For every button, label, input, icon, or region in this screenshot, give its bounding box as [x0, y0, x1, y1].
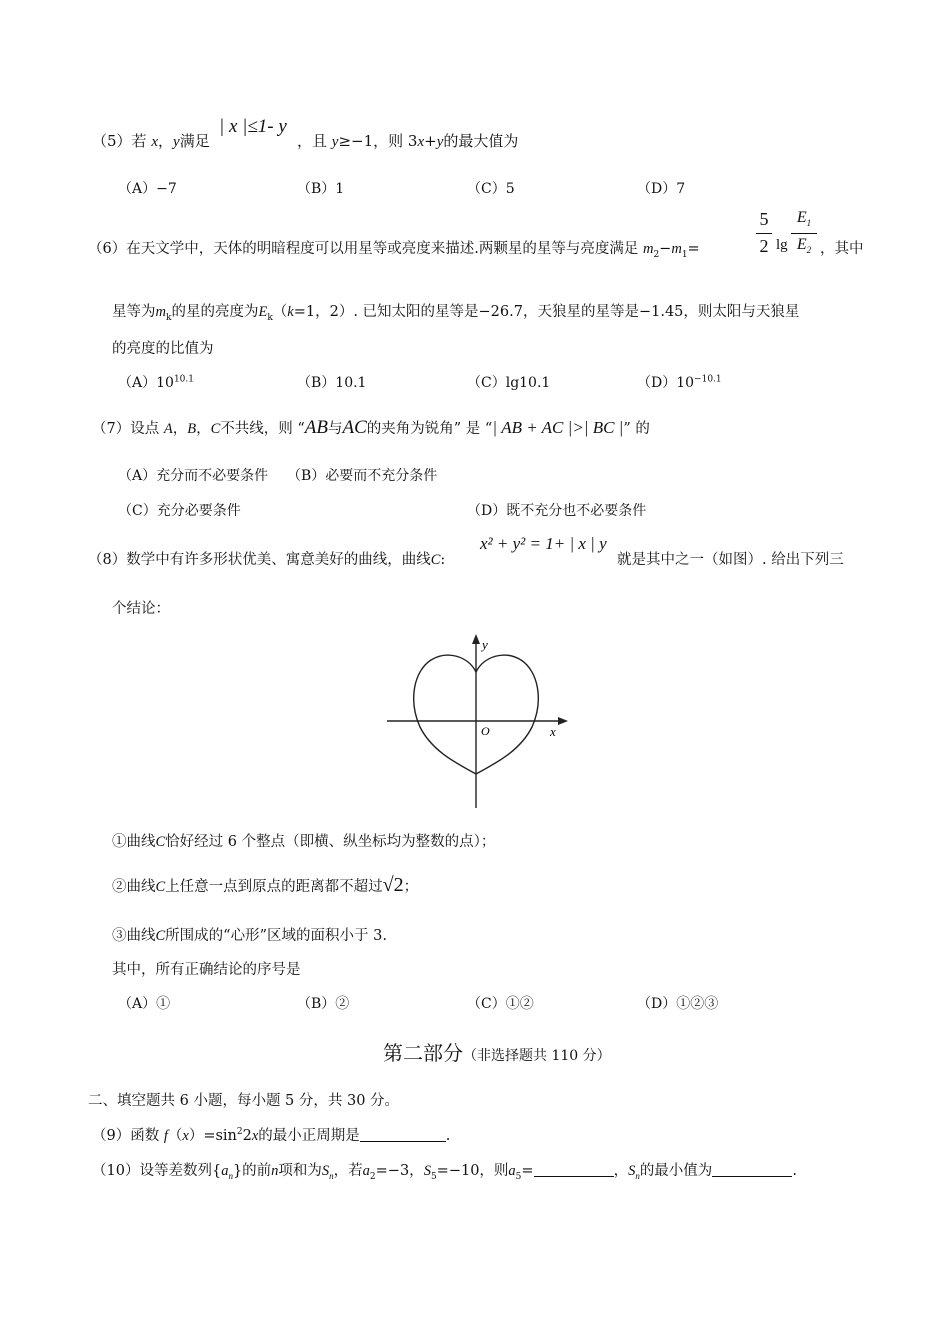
q6-option-b: （B）10.1	[297, 375, 367, 391]
q6-frac-line	[756, 233, 772, 234]
q8-conclusion-1: ①曲线C恰好经过 6 个整点（即横、纵坐标均为整数的点）；	[112, 834, 496, 850]
q6-line1: （6）在天文学中，天体的明暗程度可以用星等或亮度来描述.两颗星的星等与亮度满足 $m_2-m_1=$	[88, 241, 700, 260]
q5-option-d: （D）7	[637, 181, 686, 197]
q6-line3: 的亮度的比值为	[112, 341, 214, 357]
q7-option-a: （A）充分而不必要条件	[118, 468, 269, 484]
q6-option-c: （C）lg10.1	[467, 375, 551, 391]
x-axis-label: x	[550, 724, 556, 739]
q8-line2: 个结论：	[112, 601, 170, 617]
q7-option-d: （D）既不充分也不必要条件	[467, 503, 647, 519]
q5-option-a: （A）−7	[118, 181, 177, 197]
q6-e2: $E_2$	[796, 236, 812, 256]
q8-line1: （8）数学中有许多形状优美、寓意美好的曲线，曲线C:	[88, 552, 446, 568]
q8-option-b: （B）②	[297, 996, 350, 1012]
q6-e1: $E_1$	[796, 209, 812, 229]
heart-curve-figure	[380, 630, 580, 815]
q5-option-c: （C）5	[467, 181, 515, 197]
section2-header: 二、填空题共 6 小题，每小题 5 分，共 30 分。	[88, 1093, 400, 1109]
q5-line: （5）若 x，y满足	[92, 132, 210, 150]
q6-frac-num: 5	[759, 209, 769, 229]
q10-a5-answer-blank[interactable]	[534, 1162, 614, 1177]
q7-option-c: （C）充分必要条件	[118, 503, 241, 519]
y-axis-label: y	[482, 637, 488, 652]
x-axis-arrow	[558, 717, 568, 725]
part2-heading: 第二部分（非选择题共 110 分）	[383, 1041, 611, 1065]
q5-option-b: （B）1	[297, 181, 345, 197]
q6-e-frac-line	[791, 233, 817, 234]
q5-condition: | x |≤1- y	[219, 116, 287, 137]
q6-option-d: $(D)10^{-10.1}$	[637, 374, 722, 391]
q6-line2: 星等为$m_k$的星的亮度为$E_k(k=1$，2）. 已知太阳的星等是−26.7，天狼星的星等是−1.45，则太阳与天狼星	[112, 304, 800, 323]
y-axis-arrow	[472, 634, 480, 644]
q9-answer-blank[interactable]	[360, 1127, 446, 1142]
q8-option-d: （D）①②③	[637, 996, 719, 1012]
q9-line: （9）函数 $f(x)=\sin^22x$的最小正周期是 .	[92, 1127, 451, 1144]
q8-question: 其中，所有正确结论的序号是	[112, 962, 301, 978]
q8-conclusion-2: ②曲线C上任意一点到原点的距离都不超过√2；	[112, 874, 419, 896]
q8-option-a: （A）①	[118, 996, 171, 1012]
q10-min-answer-blank[interactable]	[712, 1162, 792, 1177]
q6-lg: lg	[776, 237, 788, 253]
q6-option-a: $(A)10^{10.1}$	[118, 374, 194, 391]
q8-equation: x² + y² = 1+ | x | y	[480, 534, 607, 553]
q6-line1-suffix: ，其中	[820, 241, 864, 257]
q5-line-tail: ，且 y≥−1，则 3x+y的最大值为	[297, 132, 519, 150]
q8-option-c: （C）①②	[467, 996, 534, 1012]
q8-line1-suffix: 就是其中之一（如图）. 给出下列三	[617, 552, 844, 568]
origin-label: O	[481, 724, 490, 738]
q6-frac-den: 2	[759, 236, 769, 256]
q8-conclusion-3: ③曲线C所围成的“心形”区域的面积小于 3.	[112, 928, 387, 944]
q10-line: （10）设等差数列$\{a_n\}$的前n项和为$S_n$，若$a_2=-3$，$S_5=-10$，则$a_5=$ ，$S_n$的最小值为 .	[92, 1163, 797, 1182]
q7-option-b: （B）必要而不充分条件	[287, 468, 438, 484]
q7-line: （7）设点 A，B，C不共线，则 “AB与AC的夹角为锐角” 是 “| AB + AC |>| BC |” 的	[92, 417, 650, 438]
